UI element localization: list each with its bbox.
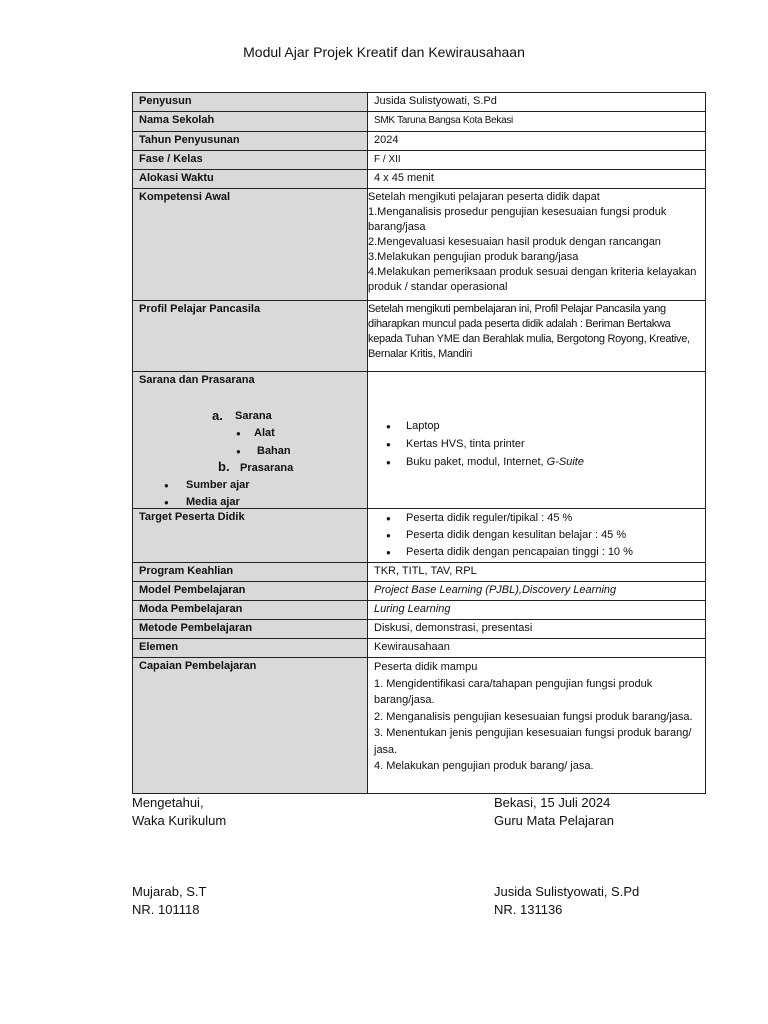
row-capaian bbox=[133, 658, 706, 794]
label-tahun: Tahun Penyusunan bbox=[133, 132, 368, 151]
row-elemen bbox=[133, 639, 706, 658]
sign-left-line2: Waka Kurikulum bbox=[132, 813, 227, 828]
label-target: Target Peserta Didik bbox=[133, 509, 368, 563]
value-fase: F / XII bbox=[368, 151, 706, 170]
label-sarana bbox=[133, 372, 368, 509]
value-capaian bbox=[368, 658, 706, 794]
value-target bbox=[368, 509, 706, 563]
label-program: Program Keahlian bbox=[133, 563, 368, 582]
capaian-line: 2. Menganalisis pengujian kesesuaian fungsi produk barang/jasa. bbox=[374, 710, 693, 723]
row-metode bbox=[133, 620, 706, 639]
label-metode: Metode Pembelajaran bbox=[133, 620, 368, 639]
target-list bbox=[374, 510, 699, 561]
capaian-line: 4. Melakukan pengujian produk barang/ jasa. bbox=[374, 760, 594, 772]
sub-alat: Alat bbox=[254, 427, 275, 439]
capaian-line: Peserta didik mampu bbox=[374, 661, 478, 673]
kompetensi-line: 4.Melakukan pemeriksaan produk sesuai dengan kriteria kelayakan produk / standar operasional bbox=[368, 266, 697, 293]
target-item: ● Peserta didik dengan kesulitan belajar : 45 % bbox=[398, 527, 699, 544]
document-title: Modul Ajar Projek Kreatif dan Kewirausahaan bbox=[243, 44, 525, 60]
value-kompetensi bbox=[368, 189, 706, 301]
target-item: ● Peserta didik dengan pencapaian tinggi : 10 % bbox=[398, 544, 699, 561]
label-profil: Profil Pelajar Pancasila bbox=[133, 301, 368, 372]
label-fase: Fase / Kelas bbox=[133, 151, 368, 170]
module-info-table bbox=[132, 92, 706, 794]
value-tahun: 2024 bbox=[368, 132, 706, 151]
sarana-list bbox=[374, 419, 699, 470]
sarana-item-text: Buku paket, modul, Internet, bbox=[406, 456, 547, 468]
sub-sumber-ajar: Sumber ajar bbox=[186, 479, 250, 491]
row-target bbox=[133, 509, 706, 563]
bullet-icon: ● bbox=[236, 429, 241, 438]
value-profil: Setelah mengikuti pembelajaran ini, Profil Pelajar Pancasila yang diharapkan muncul pada peserta didik adalah : Beriman Bertakwa kepada Tuhan YME dan Berahlak mulia, Bergotong Royong, Kreative, Bernalar Kritis, Mandiri bbox=[368, 301, 706, 372]
row-model bbox=[133, 582, 706, 601]
label-alokasi: Alokasi Waktu bbox=[133, 170, 368, 189]
row-sekolah bbox=[133, 112, 706, 132]
value-metode: Diskusi, demonstrasi, presentasi bbox=[368, 620, 706, 639]
row-tahun bbox=[133, 132, 706, 151]
row-sarana bbox=[133, 372, 706, 509]
sarana-item: ● Laptop bbox=[398, 419, 699, 434]
kompetensi-line: 2.Mengevaluasi kesesuaian hasil produk dengan rancangan bbox=[368, 236, 661, 248]
value-program: TKR, TITL, TAV, RPL bbox=[368, 563, 706, 582]
value-penyusun: Jusida Sulistyowati, S.Pd bbox=[368, 93, 706, 112]
value-nama-sekolah: SMK Taruna Bangsa Kota Bekasi bbox=[368, 112, 706, 132]
sub-bahan: Bahan bbox=[257, 445, 291, 457]
sarana-sublist bbox=[139, 388, 361, 508]
label-nama-sekolah: Nama Sekolah bbox=[133, 112, 368, 132]
kompetensi-line: 3.Melakukan pengujian produk barang/jasa bbox=[368, 251, 579, 263]
sign-left-nr: NR. 101118 bbox=[132, 902, 200, 917]
sub-media-ajar: Media ajar bbox=[186, 496, 240, 508]
label-elemen: Elemen bbox=[133, 639, 368, 658]
sign-right-nr: NR. 131136 bbox=[494, 902, 563, 917]
kompetensi-line: Setelah mengikuti pelajaran peserta didik dapat bbox=[368, 191, 600, 203]
row-moda bbox=[133, 601, 706, 620]
label-moda: Moda Pembelajaran bbox=[133, 601, 368, 620]
sarana-item: ● Kertas HVS, tinta printer bbox=[398, 437, 699, 452]
bullet-icon: ● bbox=[164, 498, 169, 507]
sign-right-line1: Bekasi, 15 Juli 2024 bbox=[494, 795, 611, 810]
sign-left-name: Mujarab, S.T bbox=[132, 884, 207, 899]
kompetensi-line: 1.Menganalisis prosedur pengujian kesesuaian fungsi produk barang/jasa bbox=[368, 206, 667, 233]
value-sarana bbox=[368, 372, 706, 509]
sarana-item bbox=[398, 455, 699, 470]
sign-right-line2: Guru Mata Pelajaran bbox=[494, 813, 614, 828]
label-kompetensi: Kompetensi Awal bbox=[133, 189, 368, 301]
row-profil bbox=[133, 301, 706, 372]
sign-left-line1: Mengetahui, bbox=[132, 795, 204, 810]
label-capaian: Capaian Pembelajaran bbox=[133, 658, 368, 794]
value-model: Project Base Learning (PJBL),Discovery Learning bbox=[368, 582, 706, 601]
label-penyusun: Penyusun bbox=[133, 93, 368, 112]
sub-prasarana: Prasarana bbox=[240, 462, 294, 474]
sarana-heading: Sarana dan Prasarana bbox=[139, 374, 255, 386]
marker-a: a. bbox=[212, 408, 223, 423]
sub-sarana: Sarana bbox=[235, 410, 272, 422]
target-item: ● Peserta didik reguler/tipikal : 45 % bbox=[398, 510, 699, 527]
row-alokasi bbox=[133, 170, 706, 189]
capaian-line: 3. Menentukan jenis pengujian kesesuaian fungsi produk barang/ jasa. bbox=[374, 727, 692, 756]
bullet-icon: ● bbox=[236, 447, 241, 456]
value-elemen: Kewirausahaan bbox=[368, 639, 706, 658]
marker-b: b. bbox=[218, 459, 230, 474]
value-alokasi: 4 x 45 menit bbox=[368, 170, 706, 189]
value-moda: Luring Learning bbox=[368, 601, 706, 620]
sign-right-name: Jusida Sulistyowati, S.Pd bbox=[494, 884, 640, 899]
label-model: Model Pembelajaran bbox=[133, 582, 368, 601]
row-kompetensi bbox=[133, 189, 706, 301]
row-fase bbox=[133, 151, 706, 170]
row-program bbox=[133, 563, 706, 582]
capaian-line: 1. Mengidentifikasi cara/tahapan pengujian fungsi produk barang/jasa. bbox=[374, 677, 653, 706]
row-penyusun bbox=[133, 93, 706, 112]
gsuite-text: G-Suite bbox=[546, 456, 584, 468]
bullet-icon: ● bbox=[164, 481, 169, 490]
